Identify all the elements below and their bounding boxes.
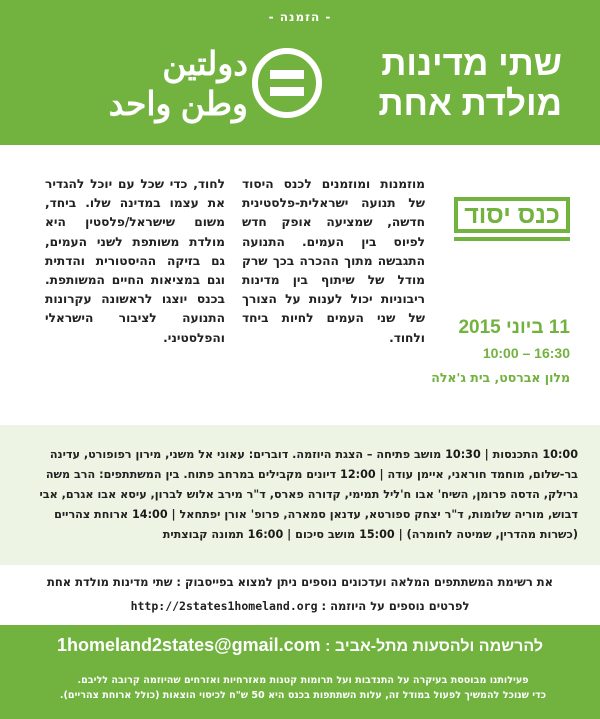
funding-line-1: פעילותנו מבוססת בעיקרה על התנדבות ועל תרומות קטנות מאזרחיות ואזרחים שהיוזמה קרובה לליבם. [77, 675, 529, 686]
event-date: 11 ביוני 2015 [458, 317, 570, 338]
website-line [0, 599, 600, 613]
schedule-item-label: מושב פתיחה – הצגת היוזמה. דוברים: עאוני אל משני, מירון רפופורט, עדינה בר-שלום, מוחמד חוראני, איימן עודה [49, 448, 578, 481]
invitation-label: - הזמנה - [268, 10, 332, 24]
facebook-note: את רשימת המשתתפים המלאה ועדכונים נוספים ניתן למצוא בפייסבוק : שתי מדינות מולדת אחת [46, 575, 554, 589]
event-name-underline [454, 237, 570, 241]
registration-label: להרשמה ולהסעות מתל-אביב : [325, 638, 543, 655]
schedule-time: 15:00 [359, 528, 395, 541]
event-venue: מלון אברסט, בית ג'אלה [431, 370, 570, 385]
event-details-section [0, 145, 600, 425]
event-name-box: כנס יסוד [454, 197, 570, 233]
registration-line [0, 635, 600, 656]
schedule-text: 10:00 התכנסות | 10:30 מושב פתיחה – הצגת היוזמה. דוברים: עאוני אל משני, מירון רפופורט, עדינה בר-שלום, מוחמד חוראני, איימן עודה | 12:00 דיונים מקבילים במרחב פתוח. בין המשתתפים: הרב משה גרילק, הדסה פרומן, השיח' אבו ח'ליל תמימי, קדורה פארס, ד"ר מירב אלוש לברון, עיסא אבו אגרם, אבי דבוש, מוריה שלומות, ד"ר יצחק ספורטא, עדנאן סמארה, פרופ' אורן יפתחאל | 14:00 ארוחת צהריים (כשרות מהדרין, שמיטה לחומרה) | 15:00 מושב סיכום | 16:00 תמונה קבוצתית [39, 448, 578, 541]
title-arabic-line-2: وطن واحد [108, 85, 248, 122]
description-column-2: לחוד, כדי שכל עם יוכל להגדיר את עצמו במדינה שלו. ביחד, משום שישראל/פלסטין היא מולדת משותפת לשני העמים, גם בזיקה ההיסטורית והדתית וגם במציאות החיים המשותפת. בכנס יוצגו לראשונה עקרונות התנועה לציבור הישראלי והפלסטיני. [45, 177, 225, 345]
schedule-item-label: תמונה קבוצתית [162, 528, 244, 541]
links-section [0, 565, 600, 625]
description-column-1: מוזמנות ומוזמנים לכנס היסוד של תנועה ישראלית-פלסטינית חדשה, שמציעה אופק חדש לפיוס בין העמים. התנועה התגבשה מתוך ההכרה בכך שרק מודל של שיתוף בין מדינות ריבוניות יכול לענות על הצורך של שני העמים לחיות ביחד ולחוד. [242, 177, 425, 345]
title-arabic-line-1: دولتين [162, 45, 248, 82]
equals-bar-bottom [270, 87, 304, 96]
event-time: 10:00 – 16:30 [482, 345, 570, 361]
registration-email-link[interactable]: 1homeland2states@gmail.com [57, 635, 321, 655]
schedule-time: 10:30 [445, 448, 481, 461]
schedule-time: 12:00 [340, 468, 376, 481]
schedule-item-label: מושב סיכום [295, 528, 356, 541]
title-arabic [88, 44, 248, 124]
schedule-item-label: ארוחת צהריים (כשרות מהדרין, שמיטה לחומרה) [54, 508, 578, 541]
equals-bar-top [270, 70, 304, 79]
schedule-time: 10:00 [542, 448, 578, 461]
title-hebrew-line-2: מולדת אחת [378, 84, 562, 123]
schedule-time: 16:00 [247, 528, 284, 541]
website-link[interactable]: http://2states1homeland.org [130, 599, 318, 613]
funding-line-2: כדי שנוכל להמשיך לפעול במודל זה, עלות השתתפות בכנס היא 50 ש"ח לכיסוי הוצאות (כולל ארוחת צהריים). [59, 690, 547, 701]
equals-circle-icon [252, 48, 322, 118]
footer-banner [0, 625, 600, 719]
funding-note [28, 673, 578, 703]
schedule-item-label: התכנסות [492, 448, 539, 461]
schedule-item-label: דיונים מקבילים במרחב פתוח. בין המשתתפים: הרב משה גרילק, הדסה פרומן, השיח' אבו ח'ליל תמימי, קדורה פארס, ד"ר מירב אלוש לברון, עיסא אבו אגרם, אבי דבוש, מוריה שלומות, ד"ר יצחק ספורטא, עדנאן סמארה, פרופ' אורן יפתחאל [39, 468, 578, 521]
title-hebrew-line-1: שתי מדינות [381, 44, 562, 83]
website-label: לפרטים נוספים על היוזמה : [321, 599, 470, 613]
schedule-time: 14:00 [132, 508, 168, 521]
title-hebrew [372, 44, 562, 124]
header-banner [0, 0, 600, 145]
schedule-section [0, 425, 600, 565]
